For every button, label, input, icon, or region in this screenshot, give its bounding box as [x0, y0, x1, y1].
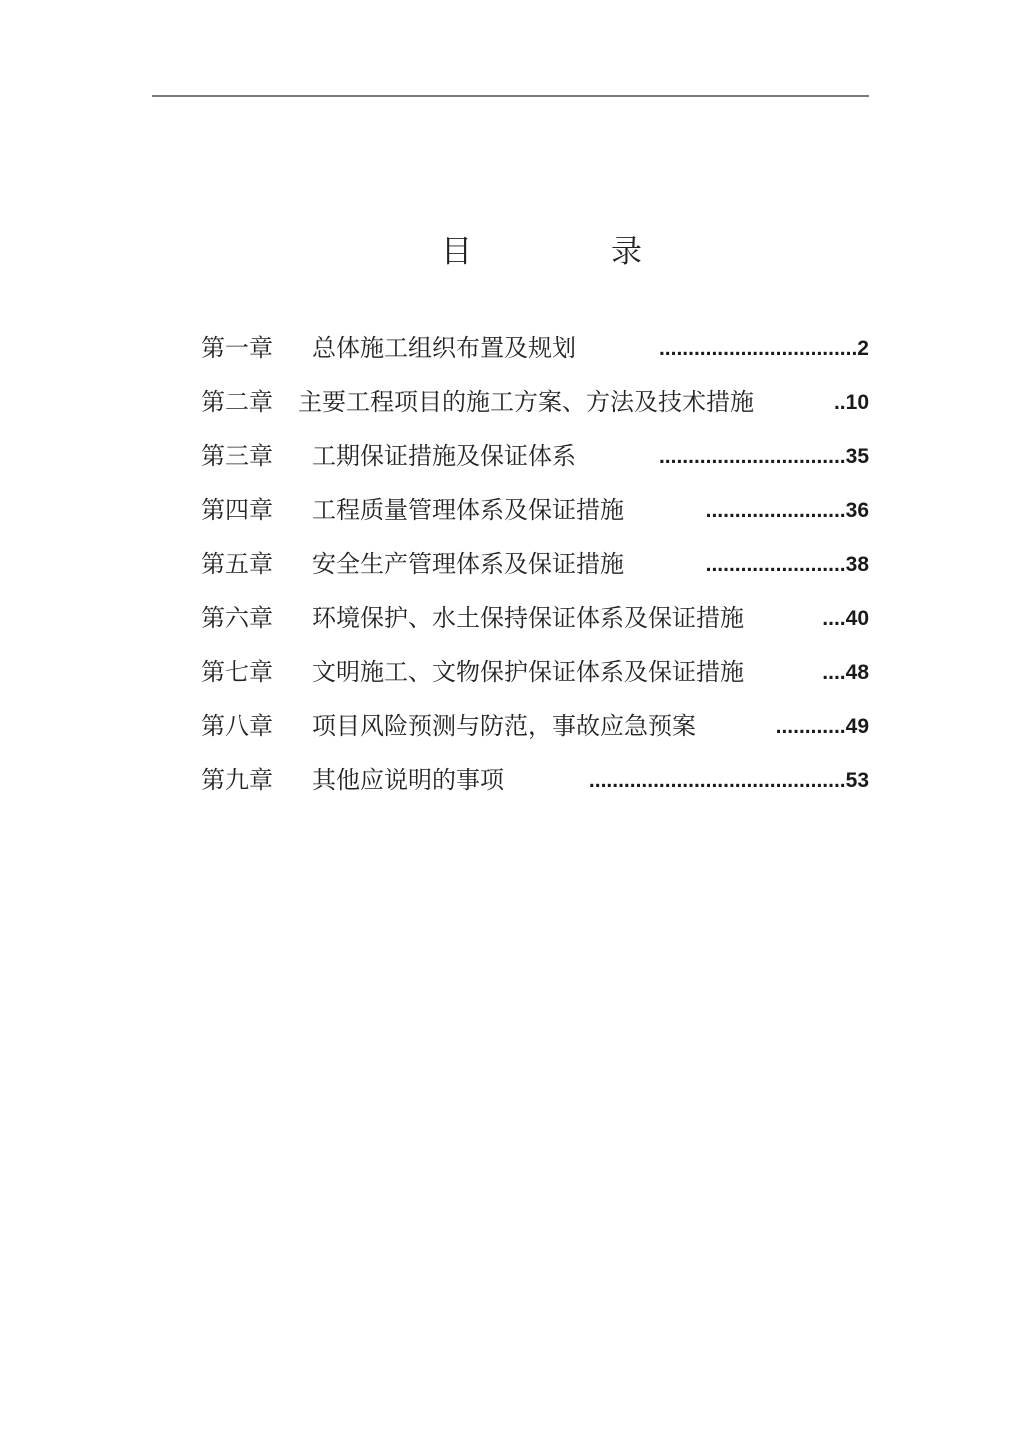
toc-entry-9[interactable] [201, 759, 869, 813]
toc-entry-chapter: 第一章 [201, 334, 273, 362]
toc-entry-page: ..10 [833, 391, 869, 414]
toc-list [201, 327, 869, 813]
toc-entry-heading: 工程质量管理体系及保证措施 [312, 496, 624, 524]
toc-entry-heading: 项目风险预测与防范，事故应急预案 [312, 712, 696, 740]
toc-entry-6[interactable] [201, 597, 869, 651]
toc-entry-chapter: 第二章 [201, 388, 273, 416]
toc-title-part-2: 录 [611, 234, 642, 270]
toc-entry-1[interactable] [201, 327, 869, 381]
toc-entry-page: ..................................2 [658, 337, 869, 360]
toc-entry-chapter: 第三章 [201, 442, 273, 470]
toc-entry-chapter: 第八章 [201, 712, 273, 740]
toc-entry-3[interactable] [201, 435, 869, 489]
toc-entry-heading: 文明施工、文物保护保证体系及保证措施 [312, 658, 744, 686]
toc-entry-chapter: 第六章 [201, 604, 273, 632]
toc-entry-8[interactable] [201, 705, 869, 759]
toc-entry-chapter: 第五章 [201, 550, 273, 578]
toc-entry-4[interactable] [201, 489, 869, 543]
toc-entry-chapter: 第九章 [201, 766, 273, 794]
toc-entry-heading: 工期保证措施及保证体系 [312, 442, 576, 470]
header-rule [152, 95, 869, 97]
toc-entry-page: ........................38 [705, 553, 869, 576]
toc-entry-page: ....48 [822, 661, 869, 684]
toc-entry-page: ............49 [775, 715, 869, 738]
toc-title [0, 232, 1024, 272]
toc-entry-heading: 总体施工组织布置及规划 [312, 334, 576, 362]
toc-entry-heading: 安全生产管理体系及保证措施 [312, 550, 624, 578]
toc-entry-2[interactable] [201, 381, 869, 435]
toc-entry-page: ....40 [822, 607, 869, 630]
toc-title-part-1: 目 [441, 234, 472, 270]
toc-entry-chapter: 第四章 [201, 496, 273, 524]
toc-entry-chapter: 第七章 [201, 658, 273, 686]
toc-entry-7[interactable] [201, 651, 869, 705]
toc-entry-heading: 主要工程项目的施工方案、方法及技术措施 [298, 388, 754, 416]
toc-entry-page: ............................................53 [588, 769, 869, 792]
toc-entry-heading: 环境保护、水土保持保证体系及保证措施 [312, 604, 744, 632]
toc-entry-heading: 其他应说明的事项 [312, 766, 504, 794]
toc-entry-page: ................................35 [658, 445, 869, 468]
toc-entry-5[interactable] [201, 543, 869, 597]
toc-entry-page: ........................36 [705, 499, 869, 522]
